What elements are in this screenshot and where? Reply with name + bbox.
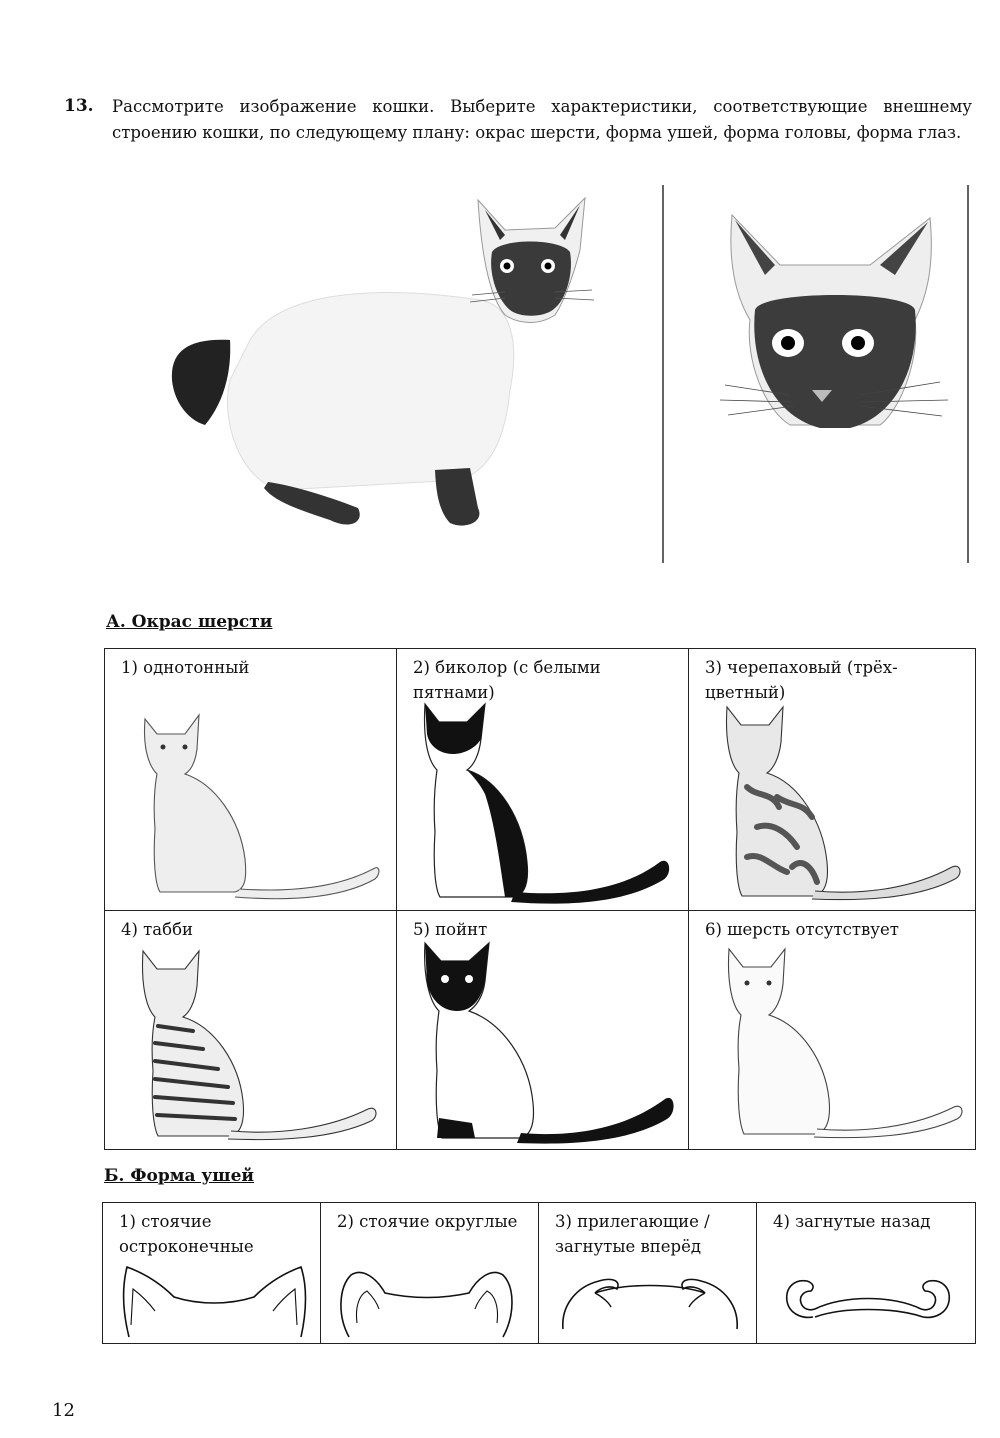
cat-point-illustration (417, 943, 677, 1143)
coat-option-tortoiseshell (689, 649, 975, 911)
ear-option-label: 1) стоячие остроконечные (119, 1212, 254, 1256)
cat-tortoiseshell-illustration (717, 707, 967, 902)
ear-option-upright-rounded (321, 1203, 539, 1343)
coat-option-label: 1) однотонный (121, 658, 250, 677)
ear-option-label: 2) стоячие округлые (337, 1212, 518, 1231)
cat-tabby-illustration (133, 951, 383, 1141)
coat-option-tabby (105, 911, 397, 1149)
ear-shape-table (102, 1202, 976, 1344)
coat-option-solid (105, 649, 397, 911)
cat-hairless-illustration (719, 949, 969, 1139)
coat-option-label: 5) пойнт (413, 920, 488, 939)
cat-solid-illustration (135, 709, 385, 899)
ear-option-folded-forward (539, 1203, 757, 1343)
coat-option-bicolor (397, 649, 689, 911)
cat-head-closeup (720, 210, 950, 440)
section-b-heading: Б. Форма ушей (104, 1166, 254, 1186)
ears-upright-rounded-icon (337, 1267, 517, 1339)
ears-upright-pointed-icon (119, 1265, 309, 1339)
ear-option-label: 3) прилегающие / загнутые вперёд (555, 1212, 710, 1256)
section-a-heading: А. Окрас шерсти (106, 612, 273, 632)
ear-option-upright-pointed (103, 1203, 321, 1343)
question-number: 13. (64, 96, 94, 116)
coat-option-label: 2) биколор (с белыми пятнами) (413, 658, 601, 702)
coat-option-label: 3) черепаховый (трёх-цветный) (705, 658, 898, 702)
ears-folded-back-icon (773, 1273, 963, 1333)
coat-option-hairless (689, 911, 975, 1149)
ears-folded-forward-icon (555, 1273, 745, 1333)
siamese-cat-illustration (160, 190, 600, 540)
question-text: Рассмотрите изображение кошки. Выберите характеристики, соответствующие внешнему строению кошки, по следующему плану: окрас шерсти, форма ушей, форма головы, форма глаз. (112, 97, 972, 142)
coat-color-table (104, 648, 976, 1150)
coat-option-label: 4) табби (121, 920, 194, 939)
ear-option-folded-back (757, 1203, 975, 1343)
cat-bicolor-illustration (415, 704, 675, 904)
page-number: 12 (52, 1400, 75, 1421)
coat-option-point (397, 911, 689, 1149)
coat-option-label: 6) шерсть отсутствует (705, 920, 899, 939)
ear-option-label: 4) загнутые назад (773, 1212, 931, 1231)
